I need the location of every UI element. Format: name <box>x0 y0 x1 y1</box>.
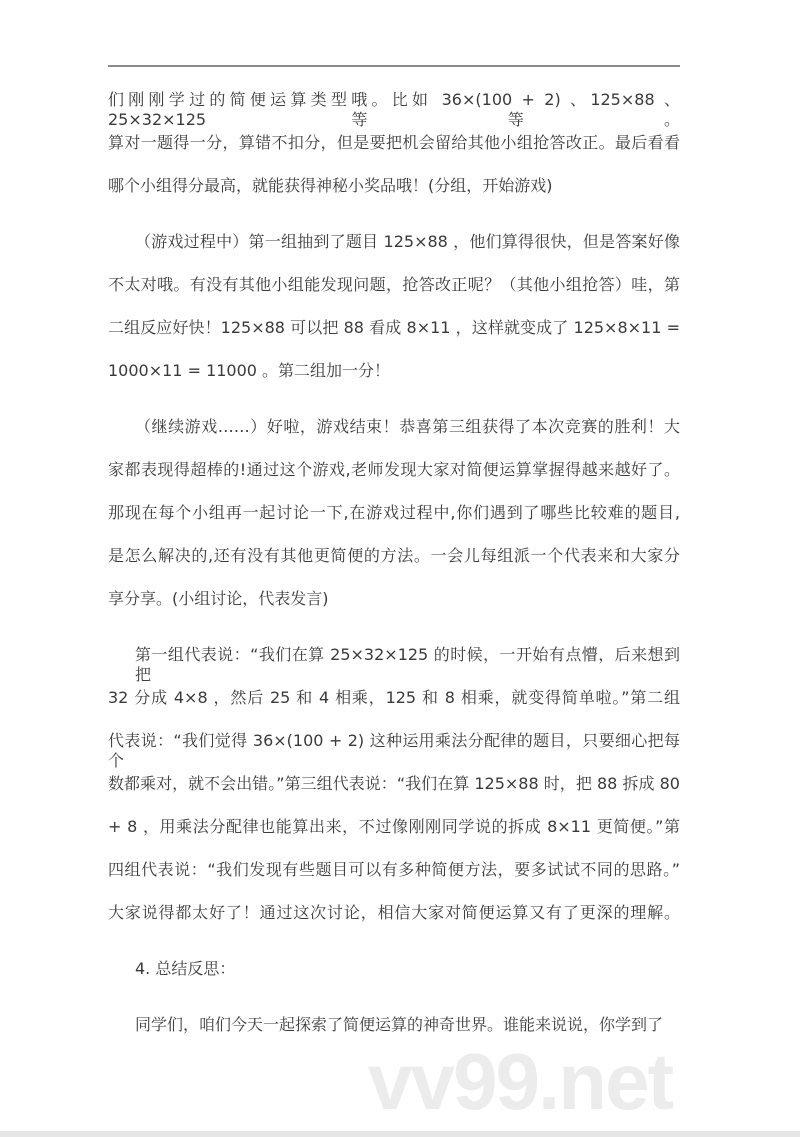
text-line: （继续游戏……）好啦，游戏结束！恭喜第三组获得了本次竞赛的胜利！大 <box>135 417 680 436</box>
text-line: 二组反应好快！125×88 可以把 88 看成 8×11 ，这样就变成了 125×8×11 = <box>108 318 680 337</box>
text-line: 第一组代表说：“我们在算 25×32×125 的时候，一开始有点懵，后来想到把 <box>135 645 680 684</box>
text-line: 1000×11 = 11000 。第二组加一分！ <box>108 361 391 380</box>
text-line: 代表说：“我们觉得 36×(100 + 2) 这种运用乘法分配律的题目，只要细心把每个 <box>108 731 680 770</box>
text-line: 哪个小组得分最高，就能获得神秘小奖品哦！(分组，开始游戏) <box>108 176 553 195</box>
text-line: + 8 ，用乘法分配律也能算出来，不过像刚刚同学说的拆成 8×11 更简便。”第 <box>108 817 680 836</box>
text-line: 享分享。(小组讨论，代表发言) <box>108 589 329 608</box>
text-line: 是怎么解决的,还有没有其他更简便的方法。一会儿每组派一个代表来和大家分 <box>108 546 680 565</box>
text-line: 同学们，咱们今天一起探索了简便运算的神奇世界。谁能来说说，你学到了 <box>135 1015 664 1034</box>
page-bottom-edge <box>0 1131 800 1137</box>
header-rule <box>108 65 680 67</box>
text-line: 那现在每个小组再一起讨论一下,在游戏过程中,你们遇到了哪些比较难的题目, <box>108 503 680 522</box>
text-line: 们刚刚学过的简便运算类型哦。比如 36×(100 + 2) 、125×88 、25×32×125 等等。 <box>108 90 680 129</box>
text-line: 不太对哦。有没有其他小组能发现问题，抢答改正呢？（其他小组抢答）哇，第 <box>108 275 680 294</box>
watermark: vv99.net <box>368 1037 673 1126</box>
text-line: 数都乘对，就不会出错。”第三组代表说：“我们在算 125×88 时，把 88 拆成 80 <box>108 774 680 793</box>
text-line: 家都表现得超棒的!通过这个游戏,老师发现大家对简便运算掌握得越来越好了。 <box>108 460 680 479</box>
text-line: 4. 总结反思： <box>135 959 236 978</box>
text-line: 大家说得都太好了！通过这次讨论，相信大家对简便运算又有了更深的理解。 <box>108 903 680 922</box>
text-line: 32 分成 4×8 ，然后 25 和 4 相乘，125 和 8 相乘，就变得简单啦。”第二组 <box>108 688 680 707</box>
text-line: （游戏过程中）第一组抽到了题目 125×88 ，他们算得很快，但是答案好像 <box>135 232 680 251</box>
text-line: 四组代表说：“我们发现有些题目可以有多种简便方法，要多试试不同的思路。” <box>108 860 680 879</box>
text-line: 算对一题得一分，算错不扣分，但是要把机会留给其他小组抢答改正。最后看看 <box>108 133 680 152</box>
